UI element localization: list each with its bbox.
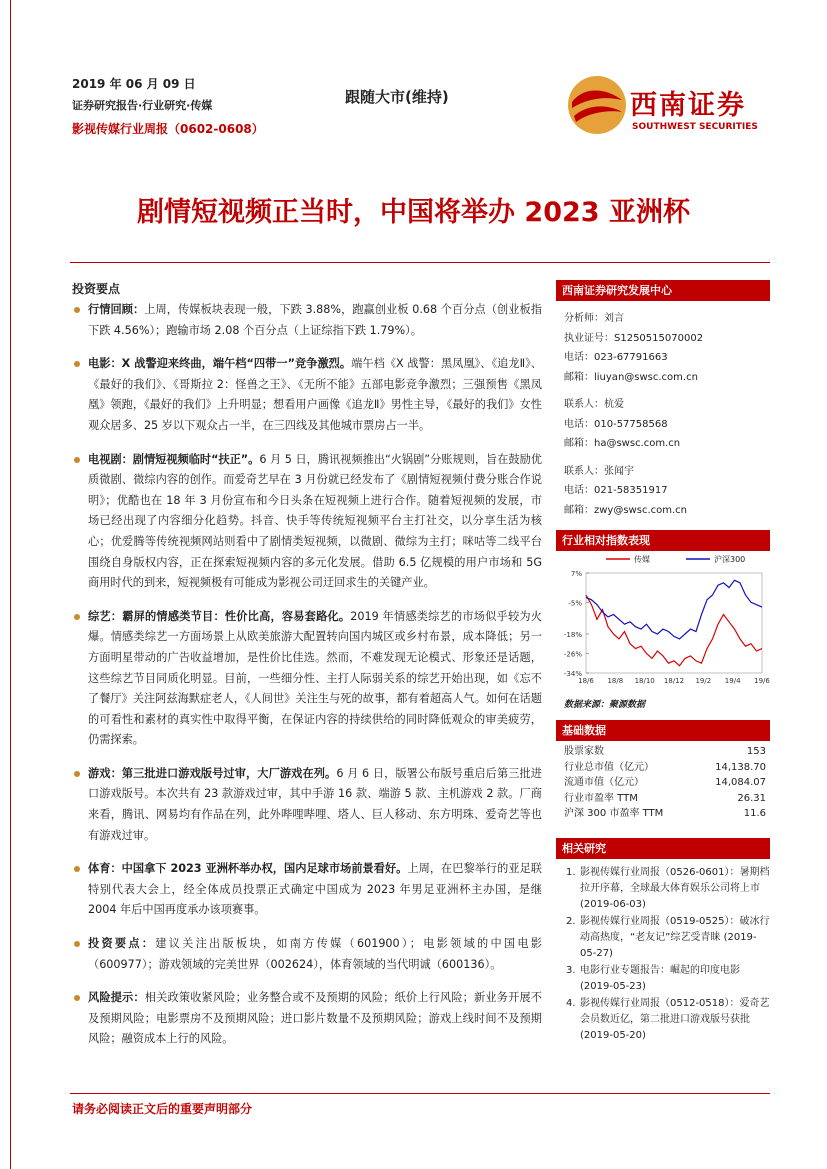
company-name-en: SOUTHWEST SECURITIES xyxy=(632,122,758,132)
summary-item-text: 2019 年情感类综艺的市场似乎较为火爆。情感类综艺一方面场景上从欧美旅游大配置转向国内城区或乡村布景，成本降低；另一方面明星带动的广告收益增加，是性价比佳选。然而，不难发现无论模式、形象还是话题，这些综艺节目同质化明显。目前，一些细分性、主打人际弱关系的综艺开始出现，如《忘不了餐厅》关注阿兹海默症老人，《人间世》关注生与死的故事，都有着超高人气。如何在话题的可看性和素材的真实性中取得平衡，在保证内容的持续供给的同时降低观众的审美疲劳，仍需探索。 xyxy=(88,609,542,747)
summary-item xyxy=(72,354,542,436)
summary-item-lead: 电视剧：剧情短视频临时“扶正”。 xyxy=(88,452,260,466)
sidebar xyxy=(556,280,770,1045)
summary-item xyxy=(72,934,542,975)
related-item-number: 4. xyxy=(566,997,576,1009)
summary-item-lead: 电影：X 战警迎来终曲，端午档“四带一”竞争激烈。 xyxy=(88,357,352,371)
y-tick-label: -5% xyxy=(568,599,582,608)
summary-item-text: 6 月 5 日，腾讯视频推出“火锅剧”分账规则，旨在鼓励优质微剧、微综内容的创作。而爱奇艺早在 3 月份就已经发布了《剧情短视频付费分账合作说明》；优酷也在 18 年 3 月份宣布和今日头条在短视频上进行合作。随着短视频的发展，市场已经出现了内容细分化趋势。抖音、快手等传统短视频平台主打社交，以分享生活为核心；优爱腾等传统视频网站则看中了剧情类短视频，以微剧、微综为主打；咪咕等二线平台围绕自身版权内容，正在探索短视频内容的多元化发展。借助 6.5 亿规模的用户市场和 5G 商用时代的到来，短视频极有可能成为影视公司迂回求生的关键产业。 xyxy=(88,452,542,590)
chart-plot-area xyxy=(586,573,762,673)
summary-item xyxy=(72,300,542,341)
left-border-line xyxy=(10,0,11,1169)
contact-line: 联系人：张闻宇 xyxy=(564,465,634,477)
related-research-list xyxy=(556,865,770,1044)
x-tick-label: 19/2 xyxy=(695,677,712,685)
legend-label: 传媒 xyxy=(634,555,650,564)
report-date: 2019 年 06 月 09 日 xyxy=(72,77,196,91)
y-tick-label: 7% xyxy=(570,570,582,578)
summary-item-text: 建议关注出版板块，如南方传媒（601900）；电影领域的中国电影（600977）；游戏领域的完美世界（002624），体育领域的当代明诚（600136）。 xyxy=(88,937,542,971)
contact-line: 分析师：刘言 xyxy=(564,313,624,324)
related-item-date: (2019-06-03) xyxy=(580,898,646,910)
summary-item-text: 上周，在巴黎举行的亚足联特别代表大会上，经全体成员投票正式确定中国成为 2023 年男足亚洲杯主办国，是继 2004 年后中国再度承办该项赛事。 xyxy=(88,862,542,917)
summary-item-lead: 风险提示： xyxy=(88,991,145,1005)
footer-divider xyxy=(70,1093,770,1094)
series-line-media xyxy=(586,595,762,666)
contact-line: 邮箱：ha@swsc.com.cn xyxy=(564,438,681,449)
basic-data-value: 14,084.07 xyxy=(715,777,766,789)
x-tick-label: 18/6 xyxy=(578,677,594,685)
y-tick-label: -18% xyxy=(563,630,582,639)
index-chart-heading: 行业相对指数表现 xyxy=(556,530,770,551)
basic-data-label: 行业总市值（亿元） xyxy=(564,761,654,773)
y-tick-label: -26% xyxy=(563,650,582,659)
index-chart xyxy=(556,551,770,691)
contact-line: 电话：021-58351917 xyxy=(564,485,668,496)
basic-data-row xyxy=(556,744,770,760)
chart-source: 数据来源：聚源数据 xyxy=(564,700,646,710)
basic-data-row xyxy=(556,806,770,822)
related-item-number: 1. xyxy=(566,866,576,878)
related-item-number: 3. xyxy=(566,964,576,976)
basic-data-value: 26.31 xyxy=(737,792,766,804)
contact-line: 邮箱：liuyan@swsc.com.cn xyxy=(564,371,698,383)
company-name-cn: 西南证券 xyxy=(630,90,746,121)
x-tick-label: 18/8 xyxy=(607,677,624,685)
basic-data-row xyxy=(556,760,770,776)
x-tick-label: 18/12 xyxy=(663,677,685,685)
basic-data-heading: 基础数据 xyxy=(556,720,770,741)
related-item-date: (2019-05-20) xyxy=(580,1029,646,1041)
summary-item xyxy=(72,607,542,751)
summary-item-text: 端午档《X 战警：黑凤凰》、《追龙Ⅱ》、《最好的我们》、《哥斯拉 2：怪兽之王》、《无所不能》五部电影竞争激烈；三强预售《黑凤凰》领跑，《最好的我们》上升明显；想看用户画像《追龙Ⅱ》男性主导，《最好的我们》女性观众居多、25 岁以下观众占一半，在三四线及其他城市票房占一半。 xyxy=(88,357,542,432)
related-item-text: 影视传媒行业周报（0512-0518）：爱奇艺会员数近亿，第二批进口游戏版号获批 xyxy=(580,997,770,1025)
summary-body xyxy=(72,300,542,1063)
legend-label: 沪深300 xyxy=(714,555,746,564)
summary-heading: 投资要点 xyxy=(72,282,121,296)
basic-data-row xyxy=(556,791,770,807)
related-item-number: 2. xyxy=(566,915,576,927)
title-divider xyxy=(70,262,770,263)
industry-rating: 跟随大市(维持) xyxy=(345,88,449,106)
basic-data-label: 行业市盈率 TTM xyxy=(564,792,638,804)
summary-item xyxy=(72,988,542,1050)
basic-data-table xyxy=(556,744,770,822)
basic-data-label: 流通市值（亿元） xyxy=(564,777,644,789)
summary-item-lead: 体育：中国拿下 2023 亚洲杯举办权，国内足球市场前景看好。 xyxy=(88,862,408,876)
related-item-text: 影视传媒行业周报（0526-0601）：暑期档拉开序幕，全球最大体育娱乐公司将上市 xyxy=(580,866,770,894)
summary-item-lead: 行情回顾： xyxy=(88,303,145,316)
report-category: 证券研究报告·行业研究·传媒 xyxy=(72,99,213,112)
summary-item-text: 相关政策收紧风险；业务整合或不及预期的风险；纸价上行风险；新业务开展不及预期风险；电影票房不及预期风险；进口影片数量不及预期风险；游戏上线时间不及预期风险；融资成本上行的风险。 xyxy=(88,991,542,1046)
basic-data-row xyxy=(556,775,770,791)
related-research-item[interactable] xyxy=(556,865,770,913)
summary-item-lead: 综艺：霸屏的情感类节目：性价比高，容易套路化。 xyxy=(88,609,351,623)
contact-line: 联系人：杭爱 xyxy=(564,399,624,410)
report-title: 剧情短视频正当时，中国将举办 2023 亚洲杯 xyxy=(137,197,690,228)
related-research-item[interactable] xyxy=(556,914,770,962)
footer-notice: 请务必阅读正文后的重要声明部分 xyxy=(72,1102,253,1116)
related-research-item[interactable] xyxy=(556,963,770,995)
y-tick-label: -34% xyxy=(563,670,582,678)
related-research-item[interactable] xyxy=(556,996,770,1044)
basic-data-label: 沪深 300 市盈率 TTM xyxy=(564,808,664,820)
basic-data-value: 153 xyxy=(746,746,766,757)
x-tick-label: 19/6 xyxy=(754,677,770,685)
summary-item xyxy=(72,764,542,846)
summary-item xyxy=(72,450,542,594)
x-tick-label: 19/4 xyxy=(724,677,741,685)
x-tick-label: 18/10 xyxy=(634,677,655,685)
contact-line: 电话：010-57758568 xyxy=(564,418,668,430)
analyst-contact xyxy=(556,309,770,520)
summary-item-text: 6 月 6 日，版署公布版号重启后第三批进口游戏版号。本次共有 23 款游戏过审，其中手游 16 款、端游 5 款、主机游戏 2 款。厂商来看，腾讯、网易均有作品在列，此外哔哩哔哩、塔人、巨人移动、东方明珠、爱奇艺等也有游戏过审。 xyxy=(88,766,542,842)
company-logo-icon xyxy=(566,74,628,136)
related-research-heading: 相关研究 xyxy=(556,838,770,859)
research-center-heading: 西南证券研究发展中心 xyxy=(556,280,770,301)
related-item-text: 电影行业专题报告：崛起的印度电影 xyxy=(580,964,740,976)
summary-item xyxy=(72,859,542,921)
contact-line: 执业证号：S1250515070002 xyxy=(564,332,704,344)
related-item-text: 影视传媒行业周报（0519-0525）：破冰行动高热度，“老友记”综艺受青睐 xyxy=(580,915,770,943)
basic-data-value: 14,138.70 xyxy=(715,761,766,773)
related-item-date: (2019-05-27) xyxy=(580,931,757,959)
summary-item-lead: 游戏：第三批进口游戏版号过审，大厂游戏在列。 xyxy=(88,766,337,780)
related-item-date: (2019-05-23) xyxy=(580,980,646,992)
contact-line: 邮箱：zwy@swsc.com.cn xyxy=(564,504,687,516)
report-series: 影视传媒行业周报（0602-0608） xyxy=(72,122,264,136)
summary-item-lead: 投资要点： xyxy=(88,937,156,951)
summary-item-text: 上周，传媒板块表现一般，下跌 3.88%，跑赢创业板 0.68 个百分点（创业板指下跌 4.56%）；跑输市场 2.08 个百分点（上证综指下跌 1.79%）。 xyxy=(88,303,542,337)
basic-data-value: 11.6 xyxy=(743,808,766,820)
basic-data-label: 股票家数 xyxy=(564,746,604,757)
contact-line: 电话：023-67791663 xyxy=(564,352,668,363)
